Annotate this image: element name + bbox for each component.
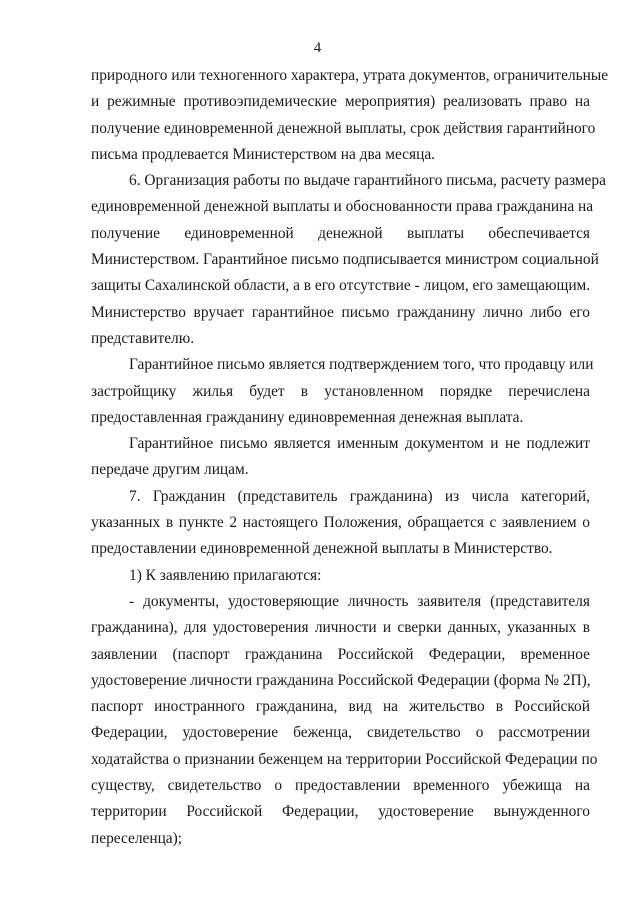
text-line: единовременной денежной выплаты и обоснованности права гражданина на [91,198,594,216]
text-line: 1) К заявлению прилагаются: [129,566,322,584]
text-line: указанных в пункте 2 настоящего Положения, обращается с заявлением о [91,514,590,532]
text-line: представителю. [91,329,195,347]
text-line: природного или техногенного характера, утрата документов, ограничительные [91,67,609,84]
text-line: получение единовременной денежной выплаты обеспечивается [91,224,590,242]
text-line: защиты Сахалинской области, а в его отсутствие - лицом, его замещающим. [91,277,591,295]
text-line: предоставлении единовременной денежной выплаты в Министерство. [91,540,553,558]
text-line: ходатайства о признании беженцем на территории Российской Федерации по [91,750,598,768]
text-line: гражданина), для удостоверения личности и сверки данных, указанных в [91,619,590,637]
text-line: получение единовременной денежной выплаты, срок действия гарантийного [91,119,596,137]
text-line: Министерством. Гарантийное письмо подписывается министром социальной [91,251,599,269]
text-line: переселенца); [91,829,183,847]
text-line: Гарантийное письмо является именным документом и не подлежит [129,435,590,453]
text-line: застройщику жилья будет в установленном порядке перечислена [91,382,590,400]
text-line: Министерство вручает гарантийное письмо гражданину лично либо его [91,303,590,321]
text-line: - документы, удостоверяющие личность заявителя (представителя [129,592,590,610]
text-line: существу, свидетельство о предоставлении временного убежища на [91,777,590,795]
text-line: территории Российской Федерации, удостоверение вынужденного [91,803,590,821]
text-line: паспорт иностранного гражданина, вид на жительство в Российской [91,698,590,716]
text-line: заявлении (паспорт гражданина Российской Федерации, временное [91,645,590,663]
text-line: письма продлевается Министерством на два месяца. [91,145,436,163]
text-line: предоставленная гражданину единовременная денежная выплата. [91,408,524,426]
text-line: и режимные противоэпидемические мероприятия) реализовать право на [91,93,590,111]
document-body [91,63,609,852]
text-line: Гарантийное письмо является подтверждением того, что продавцу или [129,356,594,374]
text-line: 6. Организация работы по выдаче гарантийного письма, расчету размера [129,172,606,190]
text-line: 7. Гражданин (представитель гражданина) из числа категорий, [129,487,590,505]
text-line: Федерации, удостоверение беженца, свидетельство о рассмотрении [91,724,590,742]
page-number: 4 [313,40,322,56]
text-line: удостоверение личности гражданина Российской Федерации (форма № 2П), [91,671,591,689]
text-line: передаче другим лицам. [91,461,249,479]
